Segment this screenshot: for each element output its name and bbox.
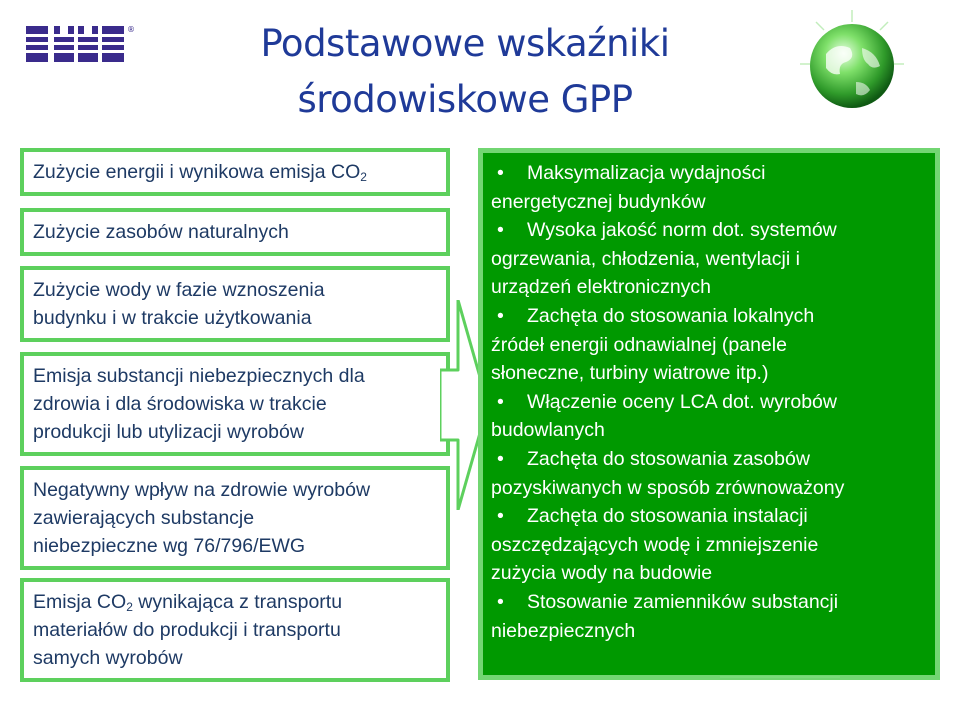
indicator-line: Zużycie energii i wynikowa emisja $CO_2$ [33,161,367,184]
measure-text: Wysoka jakość norm dot. systemów [527,219,837,242]
measure-item-continuation [491,416,927,445]
indicator-line: zdrowia i dla środowiska w trakcie [33,393,327,415]
measure-text: źródeł energii odnawialnej (panele [491,333,787,356]
measure-text: słoneczne, turbiny wiatrowe itp.) [491,362,769,385]
measure-text: pozyskiwanych w sposób zrównoważony [491,476,845,499]
measure-item-continuation [491,474,927,503]
measure-item-continuation [491,273,927,302]
bullet-icon: • [497,505,504,528]
indicator-box [20,148,450,196]
indicator-line: Emisja $CO_2$ wynikająca z transportu [33,591,343,614]
indicator-line: Negatywny wpływ na zdrowie wyrobów [33,479,371,501]
indicator-box [20,352,450,456]
measure-text: Włączenie oceny LCA dot. wyrobów [527,390,837,413]
indicator-line: Zużycie zasobów naturalnych [33,221,289,243]
indicator-box [20,578,450,682]
measure-text: Zachęta do stosowania zasobów [527,447,810,470]
indicator-line: budynku i w trakcie użytkowania [33,307,312,329]
bullet-icon: • [497,219,504,242]
measure-text: zużycia wody na budowie [491,562,713,585]
measure-text: oszczędzających wodę i zmniejszenie [491,533,819,556]
measure-item-continuation [491,188,927,217]
title-line-1: Podstawowe wskaźniki [260,22,670,65]
bullet-icon: • [497,162,504,184]
page-title [200,16,730,128]
measure-text: Zachęta do stosowania instalacji [527,505,808,528]
indicator-box [20,208,450,256]
measure-item [491,445,927,474]
measure-text: energetycznej budynków [491,190,706,213]
indicator-line: Emisja substancji niebezpiecznych dla [33,365,365,387]
measures-list [491,159,927,645]
bullet-icon: • [497,447,504,470]
measure-item [491,502,927,531]
indicator-line: samych wyrobów [33,647,183,669]
indicator-line: niebezpieczne wg 76/796/EWG [33,535,306,557]
indicator-line: materiałów do produkcji i transportu [33,619,341,641]
measure-text: ogrzewania, chłodzenia, wentylacji i [491,247,800,270]
bullet-icon: • [497,590,504,613]
measure-text: Maksymalizacja wydajności [527,162,766,184]
indicator-line: zawierających substancje [33,507,255,529]
measure-item-continuation [491,331,927,360]
measure-item [491,159,927,188]
indicator-box [20,466,450,570]
measure-item-continuation [491,245,927,274]
measure-item-continuation [491,617,927,646]
measure-text: Zachęta do stosowania lokalnych [527,304,815,327]
registered-mark: ® [127,25,135,34]
measure-text: Stosowanie zamienników substancji [527,590,839,613]
bullet-icon: • [497,390,504,413]
indicator-line: produkcji lub utylizacji wyrobów [33,421,304,443]
measure-text: urządzeń elektronicznych [491,276,712,299]
measure-item [491,216,927,245]
bullet-icon: • [497,304,504,327]
measure-item [491,302,927,331]
measure-item-continuation [491,559,927,588]
measure-text: budowlanych [491,419,605,442]
measure-item-continuation [491,359,927,388]
measures-panel [478,148,940,680]
footer-line [720,676,840,678]
indicator-box [20,266,450,342]
globe-icon [796,8,908,120]
measure-item [491,588,927,617]
measure-item-continuation [491,531,927,560]
measure-text: niebezpiecznych [491,619,636,642]
measure-item [491,388,927,417]
itb-logo [24,22,136,66]
title-line-2: środowiskowe GPP [297,78,633,121]
indicator-line: Zużycie wody w fazie wznoszenia [33,279,325,301]
